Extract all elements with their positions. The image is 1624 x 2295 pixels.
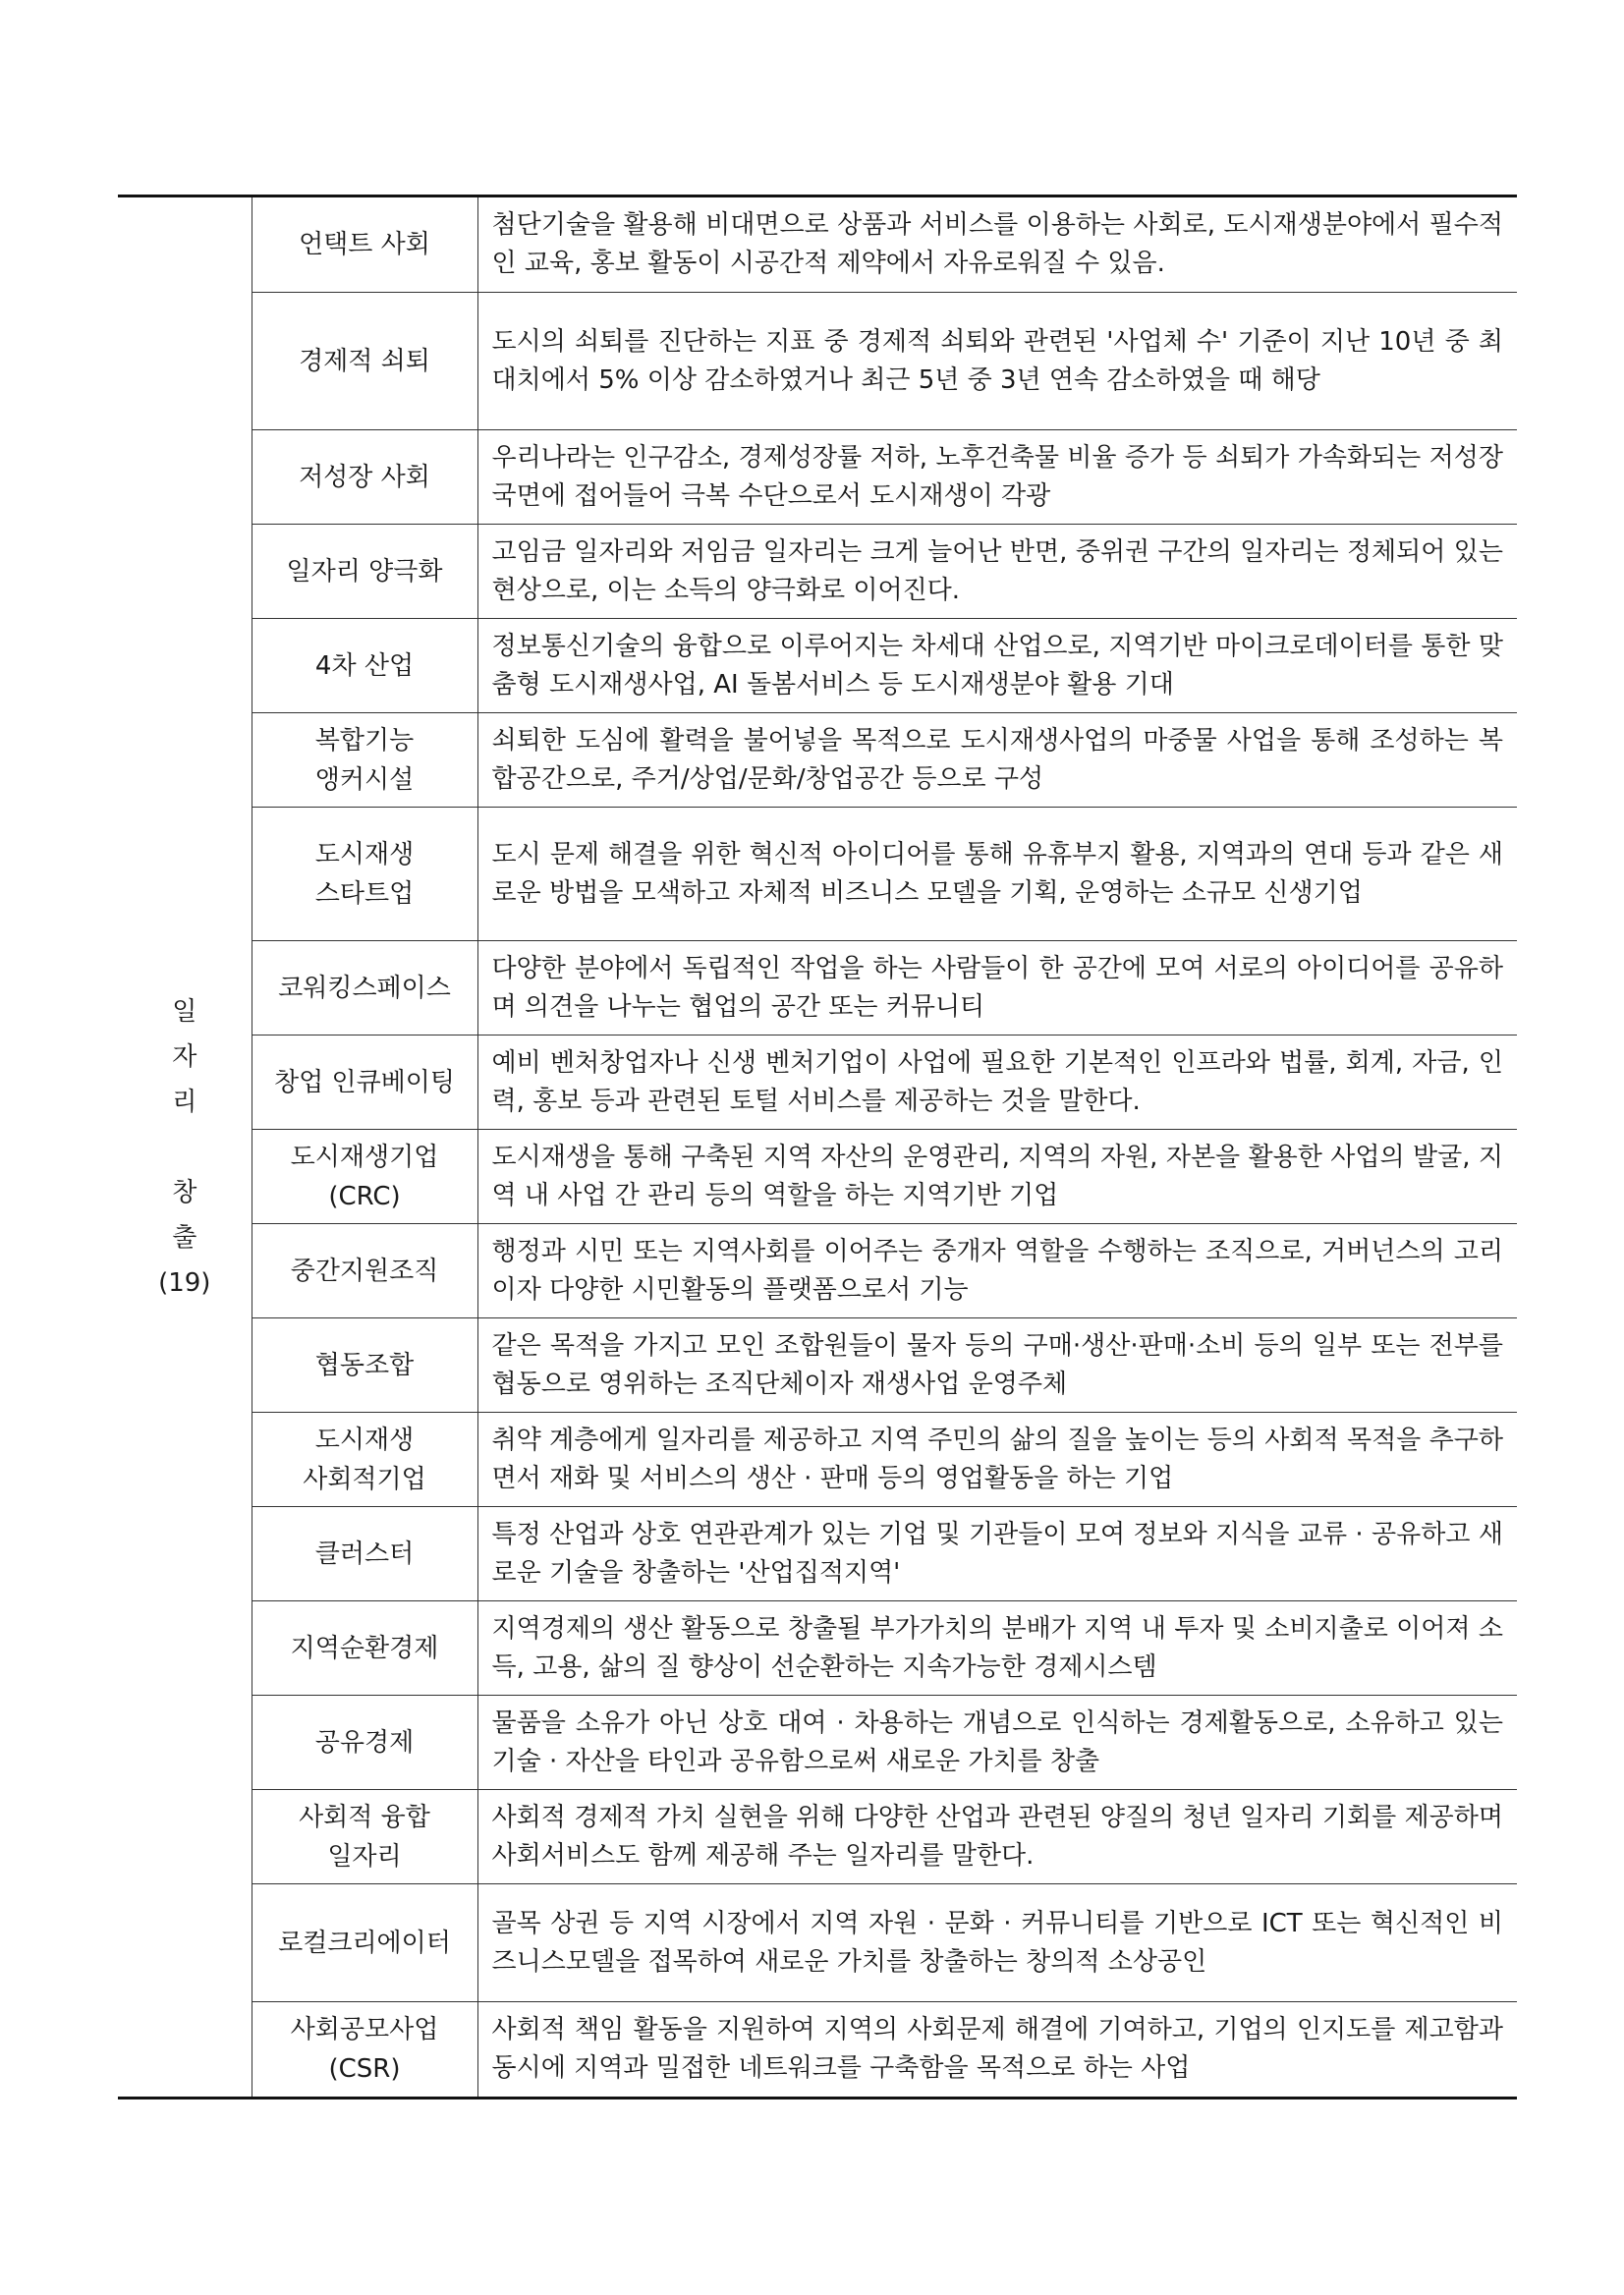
description-cell: 물품을 소유가 아닌 상호 대여 · 차용하는 개념으로 인식하는 경제활동으로, 소유하고 있는 기술 · 자산을 타인과 공유함으로써 새로운 가치를 창출 [477,1696,1517,1790]
table-row [118,196,1517,293]
table-row [118,941,1517,1036]
description-cell: 사회적 경제적 가치 실현을 위해 다양한 산업과 관련된 양질의 청년 일자리 기회를 제공하며 사회서비스도 함께 제공해 주는 일자리를 말한다. [477,1790,1517,1884]
description-cell: 골목 상권 등 지역 시장에서 지역 자원 · 문화 · 커뮤니티를 기반으로 ICT 또는 혁신적인 비즈니스모델을 접목하여 새로운 가치를 창출하는 창의적 소상공인 [477,1884,1517,2002]
description-cell: 도시재생을 통해 구축된 지역 자산의 운영관리, 지역의 자원, 자본을 활용한 사업의 발굴, 지역 내 사업 간 관리 등의 역할을 하는 지역기반 기업 [477,1130,1517,1224]
table-row [118,619,1517,713]
term-cell: 사회적 융합 일자리 [252,1790,477,1884]
term-cell: 저성장 사회 [252,430,477,525]
description-cell: 예비 벤처창업자나 신생 벤처기업이 사업에 필요한 기본적인 인프라와 법률, 회계, 자금, 인력, 홍보 등과 관련된 토털 서비스를 제공하는 것을 말한다. [477,1036,1517,1130]
description-cell: 도시 문제 해결을 위한 혁신적 아이디어를 통해 유휴부지 활용, 지역과의 연대 등과 같은 새로운 방법을 모색하고 자체적 비즈니스 모델을 기획, 운영하는 소규모 신생기업 [477,808,1517,941]
description-cell: 첨단기술을 활용해 비대면으로 상품과 서비스를 이용하는 사회로, 도시재생분야에서 필수적인 교육, 홍보 활동이 시공간적 제약에서 자유로워질 수 있음. [477,196,1517,293]
table-row [118,1884,1517,2002]
table-row [118,1413,1517,1507]
term-cell: 복합기능 앵커시설 [252,713,477,808]
description-cell: 도시의 쇠퇴를 진단하는 지표 중 경제적 쇠퇴와 관련된 '사업체 수' 기준이 지난 10년 중 최대치에서 5% 이상 감소하였거나 최근 5년 중 3년 연속 감소하였을 때 해당 [477,293,1517,430]
table-row [118,1224,1517,1318]
category-label: 일 자 리 창 출 (19) [158,996,211,1298]
term-cell: 4차 산업 [252,619,477,713]
table-row [118,713,1517,808]
table-row [118,430,1517,525]
term-cell: 일자리 양극화 [252,525,477,619]
description-cell: 행정과 시민 또는 지역사회를 이어주는 중개자 역할을 수행하는 조직으로, 거버넌스의 고리이자 다양한 시민활동의 플랫폼으로서 기능 [477,1224,1517,1318]
glossary-body [118,196,1517,2099]
table-row [118,1318,1517,1413]
table-row [118,293,1517,430]
term-cell: 도시재생기업 (CRC) [252,1130,477,1224]
term-cell: 경제적 쇠퇴 [252,293,477,430]
table-row [118,1696,1517,1790]
glossary-table [118,195,1517,2099]
term-cell: 사회공모사업 (CSR) [252,2002,477,2099]
description-cell: 지역경제의 생산 활동으로 창출될 부가가치의 분배가 지역 내 투자 및 소비지출로 이어져 소득, 고용, 삶의 질 향상이 선순환하는 지속가능한 경제시스템 [477,1601,1517,1696]
term-cell: 지역순환경제 [252,1601,477,1696]
table-row [118,2002,1517,2099]
table-row [118,1507,1517,1601]
category-cell [118,196,252,2099]
term-cell: 창업 인큐베이팅 [252,1036,477,1130]
description-cell: 같은 목적을 가지고 모인 조합원들이 물자 등의 구매·생산·판매·소비 등의 일부 또는 전부를 협동으로 영위하는 조직단체이자 재생사업 운영주체 [477,1318,1517,1413]
term-cell: 클러스터 [252,1507,477,1601]
description-cell: 다양한 분야에서 독립적인 작업을 하는 사람들이 한 공간에 모여 서로의 아이디어를 공유하며 의견을 나누는 협업의 공간 또는 커뮤니티 [477,941,1517,1036]
term-cell: 공유경제 [252,1696,477,1790]
term-cell: 중간지원조직 [252,1224,477,1318]
term-cell: 코워킹스페이스 [252,941,477,1036]
description-cell: 우리나라는 인구감소, 경제성장률 저하, 노후건축물 비율 증가 등 쇠퇴가 가속화되는 저성장 국면에 접어들어 극복 수단으로서 도시재생이 각광 [477,430,1517,525]
description-cell: 취약 계층에게 일자리를 제공하고 지역 주민의 삶의 질을 높이는 등의 사회적 목적을 추구하면서 재화 및 서비스의 생산 · 판매 등의 영업활동을 하는 기업 [477,1413,1517,1507]
description-cell: 사회적 책임 활동을 지원하여 지역의 사회문제 해결에 기여하고, 기업의 인지도를 제고함과 동시에 지역과 밀접한 네트워크를 구축함을 목적으로 하는 사업 [477,2002,1517,2099]
table-row [118,1790,1517,1884]
table-row [118,1036,1517,1130]
table-row [118,525,1517,619]
description-cell: 특정 산업과 상호 연관관계가 있는 기업 및 기관들이 모여 정보와 지식을 교류 · 공유하고 새로운 기술을 창출하는 '산업집적지역' [477,1507,1517,1601]
table-row [118,808,1517,941]
table-row [118,1130,1517,1224]
term-cell: 언택트 사회 [252,196,477,293]
description-cell: 쇠퇴한 도심에 활력을 불어넣을 목적으로 도시재생사업의 마중물 사업을 통해 조성하는 복합공간으로, 주거/상업/문화/창업공간 등으로 구성 [477,713,1517,808]
description-cell: 고임금 일자리와 저임금 일자리는 크게 늘어난 반면, 중위권 구간의 일자리는 정체되어 있는 현상으로, 이는 소득의 양극화로 이어진다. [477,525,1517,619]
term-cell: 로컬크리에이터 [252,1884,477,2002]
table-row [118,1601,1517,1696]
description-cell: 정보통신기술의 융합으로 이루어지는 차세대 산업으로, 지역기반 마이크로데이터를 통한 맞춤형 도시재생사업, AI 돌봄서비스 등 도시재생분야 활용 기대 [477,619,1517,713]
term-cell: 협동조합 [252,1318,477,1413]
term-cell: 도시재생 스타트업 [252,808,477,941]
term-cell: 도시재생 사회적기업 [252,1413,477,1507]
